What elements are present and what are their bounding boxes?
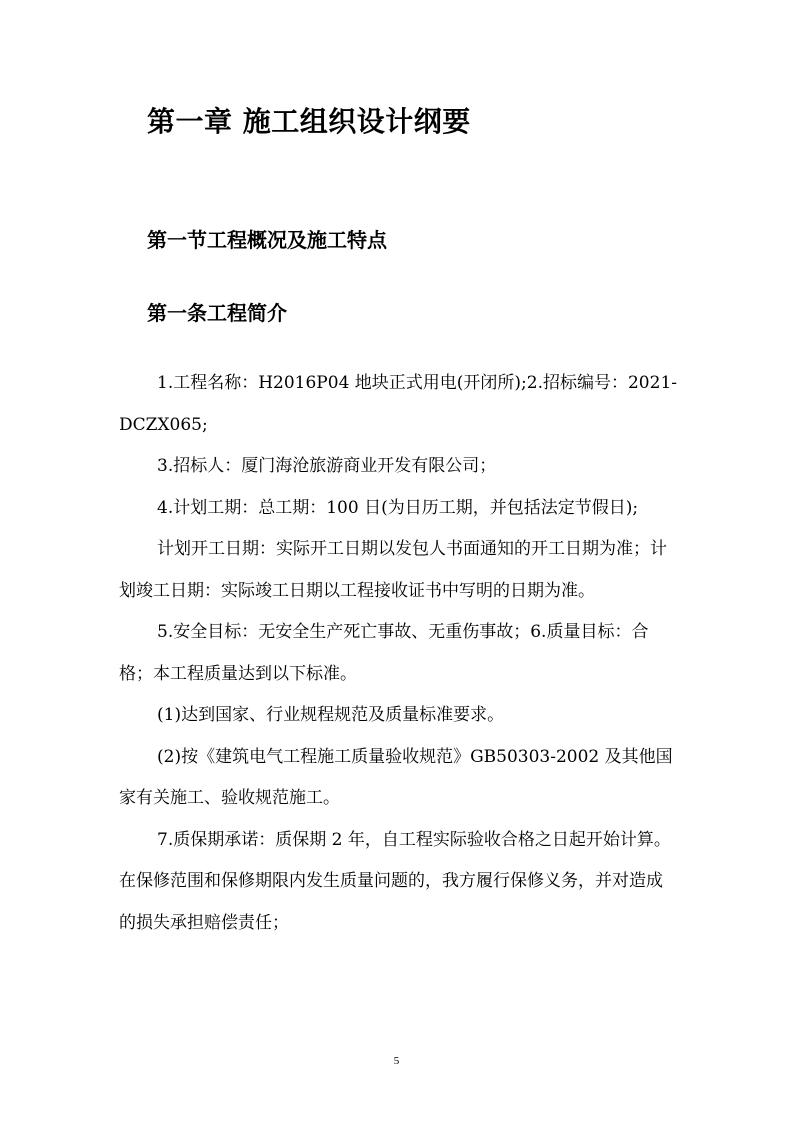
section-title: 第一节工程概况及施工特点: [147, 228, 387, 252]
paragraph-warranty: 7.质保期承诺：质保期 2 年，自工程实际验收合格之日起开始计算。在保修范围和保修期限内发生质量问题的，我方履行保修义务，并对造成的损失承担赔偿责任；: [119, 829, 671, 933]
paragraph-project-name: 1.工程名称：H2016P04 地块正式用电(开闭所);2.招标编号：2021-DCZX065;: [119, 373, 678, 435]
paragraph-start-end-dates: 计划开工日期：实际开工日期以发包人书面通知的开工日期为准；计划竣工日期：实际竣工日期以工程接收证书中写明的日期为准。: [119, 539, 667, 601]
paragraph-standard-1: (1)达到国家、行业规程规范及质量标准要求。: [157, 705, 505, 725]
paragraph-standard-2: (2)按《建筑电气工程施工质量验收规范》GB50303-2002 及其他国家有关施工、验收规范施工。: [119, 746, 673, 808]
paragraph-tenderer: 3.招标人：厦门海沧旅游商业开发有限公司；: [157, 456, 497, 476]
article-title: 第一条工程简介: [147, 301, 287, 325]
paragraph-planned-duration: 4.计划工期：总工期：100 日(为日历工期，并包括法定节假日);: [157, 497, 639, 518]
paragraph-safety-quality-goals: 5.安全目标：无安全生产死亡事故、无重伤事故；6.质量目标：合格；本工程质量达到以下标准。: [119, 622, 649, 684]
page-number: 5: [393, 1055, 400, 1067]
body-text: [119, 363, 679, 944]
chapter-title: 第一章 施工组织设计纲要: [147, 105, 471, 138]
